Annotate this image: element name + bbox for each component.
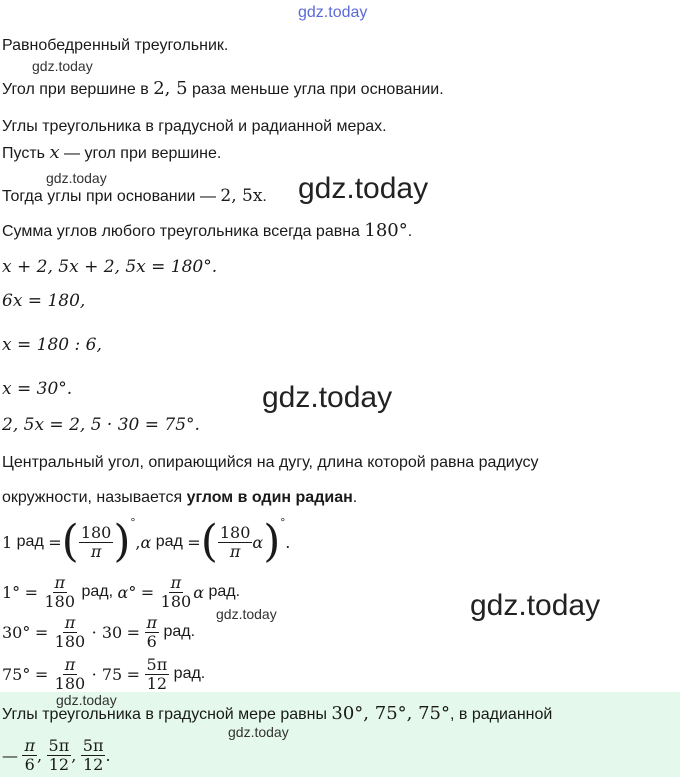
watermark: gdz.today: [470, 589, 601, 622]
definition-line-1: Центральный угол, опирающийся на дугу, длина которой равна радиусу: [2, 454, 539, 471]
equation-5: 2, 5x = 2, 5 · 30 = 75°.: [2, 415, 200, 435]
radian-formula: 1 рад = ( $\frac{180}{\pi}$ ) ° , α рад = ( $\frac{180}{\pi}$ α ) ° .: [2, 515, 291, 567]
watermark: gdz.today: [216, 606, 277, 622]
conversion-30: 30° = $\frac{\pi}{180}$ · 30 = $\frac{\pi}{6}$ рад.: [2, 612, 196, 651]
given-line: Угол при вершине в 2, 5 раза меньше угла при основании.: [2, 78, 444, 99]
watermark: gdz.today: [262, 381, 393, 414]
answer-line-2: — $\frac{\pi}{6}$ , $\frac{5\pi}{12}$ , $\frac{5\pi}{12}$ .: [2, 735, 111, 774]
then-line: Тогда углы при основании — 2, 5x.: [2, 186, 267, 206]
let-line: Пусть x — угол при вершине.: [2, 142, 222, 163]
watermark: gdz.today: [228, 724, 289, 740]
find-line: Углы треугольника в градусной и радианной мерах.: [2, 118, 387, 135]
problem-title: Равнобедренный треугольник.: [2, 37, 229, 54]
watermark-top: gdz.today: [298, 4, 368, 21]
equation-3: x = 180 : 6,: [2, 335, 102, 355]
equation-4: x = 30°.: [2, 379, 73, 399]
watermark: gdz.today: [56, 692, 117, 708]
watermark: gdz.today: [298, 172, 429, 205]
degree-formula: 1° = $\frac{\pi}{180}$ рад, α° = $\frac{\pi}{180}$ α рад.: [2, 572, 241, 611]
answer-line-1: Углы треугольника в градусной мере равны 30°, 75°, 75°, в радианной: [2, 703, 553, 724]
watermark: gdz.today: [32, 58, 93, 74]
definition-line-2: окружности, называется углом в один радиан.: [2, 489, 358, 506]
conversion-75: 75° = $\frac{\pi}{180}$ · 75 = $\frac{5\pi}{12}$ рад.: [2, 654, 206, 693]
equation-2: 6x = 180,: [2, 291, 86, 311]
watermark: gdz.today: [46, 170, 107, 186]
equation-1: x + 2, 5x + 2, 5x = 180°.: [2, 257, 218, 277]
sum-line: Сумма углов любого треугольника всегда равна 180°.: [2, 220, 413, 241]
